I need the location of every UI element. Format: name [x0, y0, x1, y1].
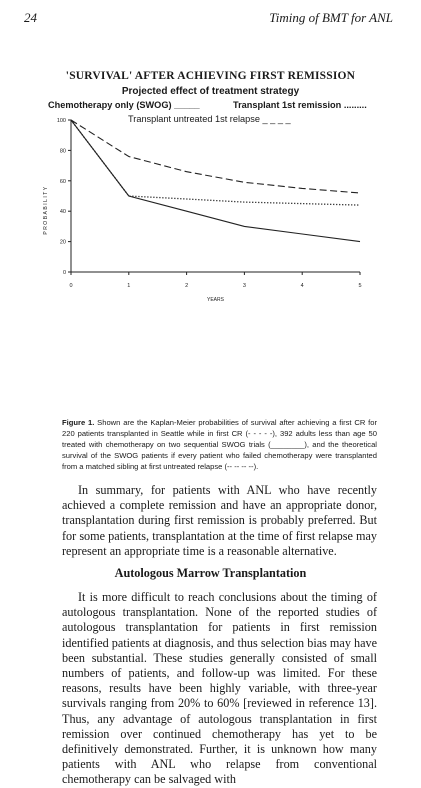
- autologous-paragraph: It is more difficult to reach conclusions about the timing of autologous transplantation. None of the reported studies of autologous transplantation for patients in first remission identified patients at diagnosis, and thus selection bias may have been substantial. These studies generally consisted of small numbers of patients, and follow-up was limited. For these reasons, results have been highly variable, with three-year survivals ranging from 20% to 60% [reviewed in reference 13]. Thus, any advantage of autologous transplantation in first remission over continued chemotherapy has yet to be definitively demonstrated. Further, it is unknown how many patients with ANL who relapse from conventional chemotherapy can be salvaged with: [62, 590, 377, 787]
- y-tick-label: 0: [62, 270, 66, 276]
- y-tick-label: 40: [59, 209, 66, 216]
- x-tick-label: 4: [300, 283, 304, 289]
- legend-transplant-relapse-swatch: _ _ _ _: [262, 114, 291, 124]
- y-tick-label: 60: [59, 178, 66, 185]
- y-tick-label: 80: [59, 148, 66, 155]
- series-line-3: [71, 120, 360, 193]
- chart-layer: [43, 118, 362, 303]
- summary-paragraph: In summary, for patients with ANL who have recently achieved a complete remission and have an appropriate donor, transplantation during first remission is probably preferred. But for some patients, transplantation at the time of first relapse may represent an appropriate time is a reasonable alternative.: [62, 483, 377, 558]
- legend-chemo-swatch: _____: [174, 100, 200, 110]
- series-line-2: [71, 120, 360, 205]
- survival-chart: [0, 100, 421, 410]
- x-tick-label: 2: [185, 283, 189, 289]
- series-line-1: [71, 120, 360, 242]
- figure-title: 'SURVIVAL' AFTER ACHIEVING FIRST REMISSION: [65, 70, 356, 82]
- page-number: 24: [24, 10, 37, 25]
- y-tick-label: 20: [59, 239, 66, 246]
- figure-subtitle: Projected effect of treatment strategy: [121, 86, 300, 97]
- running-title: Timing of BMT for ANL: [269, 10, 393, 25]
- x-tick-label: 5: [358, 283, 362, 289]
- y-axis-label: PROBABILITY: [43, 185, 49, 235]
- legend-transplant-relapse: [128, 114, 291, 124]
- x-tick-label: 3: [242, 283, 246, 289]
- caption-text: Shown are the Kaplan-Meier probabilities of survival after achieving a first CR for 220 patients transplanted in Seattle while in first CR (- - - - -), 392 adults less than age 50 treated with chemotherapy on two sequential SWOG trials (________), and the theoretical survival of the SWOG patients if every patient who failed chemotherapy were transplanted from a matched sibling at first untreated relapse (-- -- -- --).: [62, 418, 377, 471]
- legend-chemo: [48, 100, 200, 110]
- x-axis-label: YEARS: [207, 297, 224, 303]
- legend-chemo-label: Chemotherapy only (SWOG): [48, 100, 172, 110]
- section-heading: Autologous Marrow Transplantation: [114, 566, 307, 580]
- legend-transplant-first-swatch: .........: [343, 100, 367, 110]
- legend-transplant-relapse-label: Transplant untreated 1st relapse: [128, 114, 260, 124]
- caption-label: Figure 1.: [62, 418, 95, 427]
- figure-caption: [62, 417, 377, 472]
- legend-transplant-first: [233, 100, 367, 110]
- x-tick-label: 1: [127, 283, 131, 289]
- running-header: [24, 10, 393, 28]
- legend-transplant-first-label: Transplant 1st remission: [233, 100, 342, 110]
- y-tick-label: 100: [56, 118, 66, 124]
- x-tick-label: 0: [69, 283, 73, 289]
